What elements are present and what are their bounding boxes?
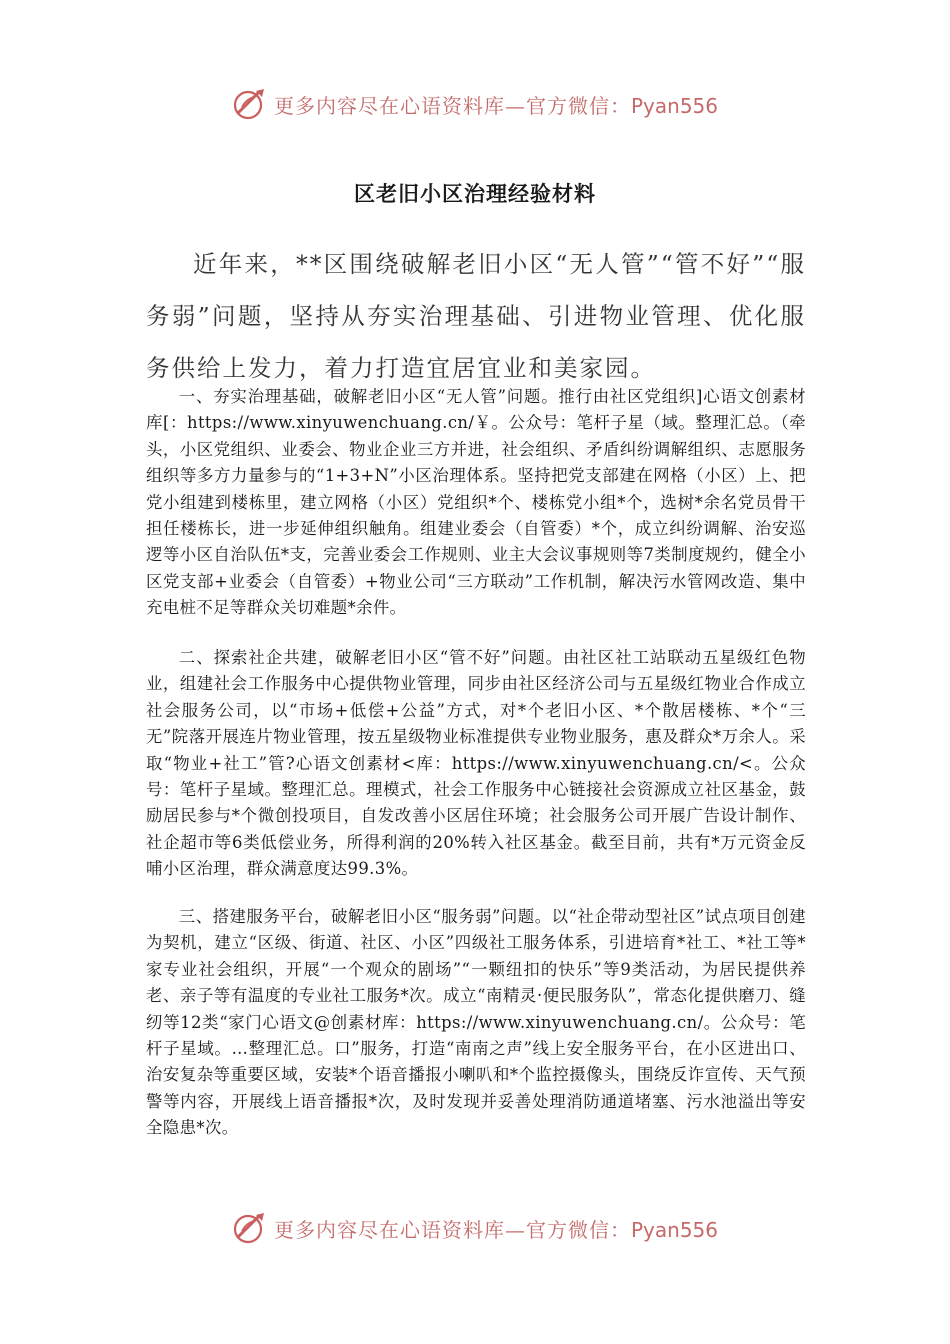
pen-logo-icon [232, 1211, 268, 1245]
banner-text: 更多内容尽在心语资料库—官方微信：Pyan556 [273, 93, 718, 118]
header-banner [0, 84, 950, 124]
intro-paragraph: 近年来，**区围绕破解老旧小区“无人管”“管不好”“服务弱”问题，坚持从夯实治理基础、引进物业管理、优化服务供给上发力，着力打造宜居宜业和美家园。 [146, 250, 806, 382]
paragraph-1: 一、夯实治理基础，破解老旧小区“无人管”问题。推行由社区党组织]心语文创素材库[：https://www.xinyuwenchuang.cn/￥。公众号：笔杆子星（域。整理汇总。（牵头，小区党组织、业委会、物业企业三方并进，社会组织、矛盾纠纷调解组织、志愿服务组织等多方力量参与的“1+3+N”小区治理体系。坚持把党支部建在网格（小区）上、把党小组建到楼栋里，建立网格（小区）党组织*个、楼栋党小组*个，选树*余名党员骨干担任楼栋长，进一步延伸组织触角。组建业委会（自管委）*个，成立纠纷调解、治安巡逻等小区自治队伍*支，完善业委会工作规则、业主大会议事规则等7类制度规约，健全小区党支部+业委会（自管委）+物业公司“三方联动”工作机制，解决污水管网改造、集中充电桩不足等群众关切难题*余件。 [146, 387, 806, 618]
paragraph-3: 三、搭建服务平台，破解老旧小区“服务弱”问题。以“社企带动型社区”试点项目创建为契机，建立“区级、街道、社区、小区”四级社工服务体系，引进培育*社工、*社工等*家专业社会组织，开展“一个观众的剧场”“一颗纽扣的快乐”等9类活动，为居民提供养老、亲子等有温度的专业社工服务*次。成立“南精灵·便民服务队”，常态化提供磨刀、缝纫等12类“家门心语文@创素材库：https://www.xinyuwenchuang.cn/。公众号：笔杆子星域。…整理汇总。口”服务，打造“南南之声”线上安全服务平台，在小区进出口、治安复杂等重要区域，安装*个语音播报小喇叭和*个监控摄像头，围绕反诈宣传、天气预警等内容，开展线上语音播报*次，及时发现并妥善处理消防通道堵塞、污水池溢出等安全隐患*次。 [146, 907, 806, 1138]
footer-banner [0, 1208, 950, 1248]
document-title: 区老旧小区治理经验材料 [354, 182, 596, 206]
pen-logo-icon [232, 87, 268, 121]
banner-content [232, 87, 718, 121]
banner-content [232, 1211, 718, 1245]
paragraph-2: 二、探索社企共建，破解老旧小区“管不好”问题。由社区社工站联动五星级红色物业，组建社会工作服务中心提供物业管理，同步由社区经济公司与五星级红物业合作成立社会服务公司，以“市场+低偿+公益”方式，对*个老旧小区、*个散居楼栋、*个“三无”院落开展连片物业管理，按五星级物业标准提供专业物业服务，惠及群众*万余人。采取“物业+社工”管?心语文创素材<库：https://www.xinyuwenchuang.cn/<。公众号：笔杆子星域。整理汇总。理模式，社会工作服务中心链接社会资源成立社区基金，鼓励居民参与*个微创投项目，自发改善小区居住环境；社会服务公司开展广告设计制作、社企超市等6类低偿业务，所得利润的20%转入社区基金。截至目前，共有*万元资金反哺小区治理，群众满意度达99.3%。 [146, 648, 806, 879]
banner-text: 更多内容尽在心语资料库—官方微信：Pyan556 [273, 1217, 718, 1242]
